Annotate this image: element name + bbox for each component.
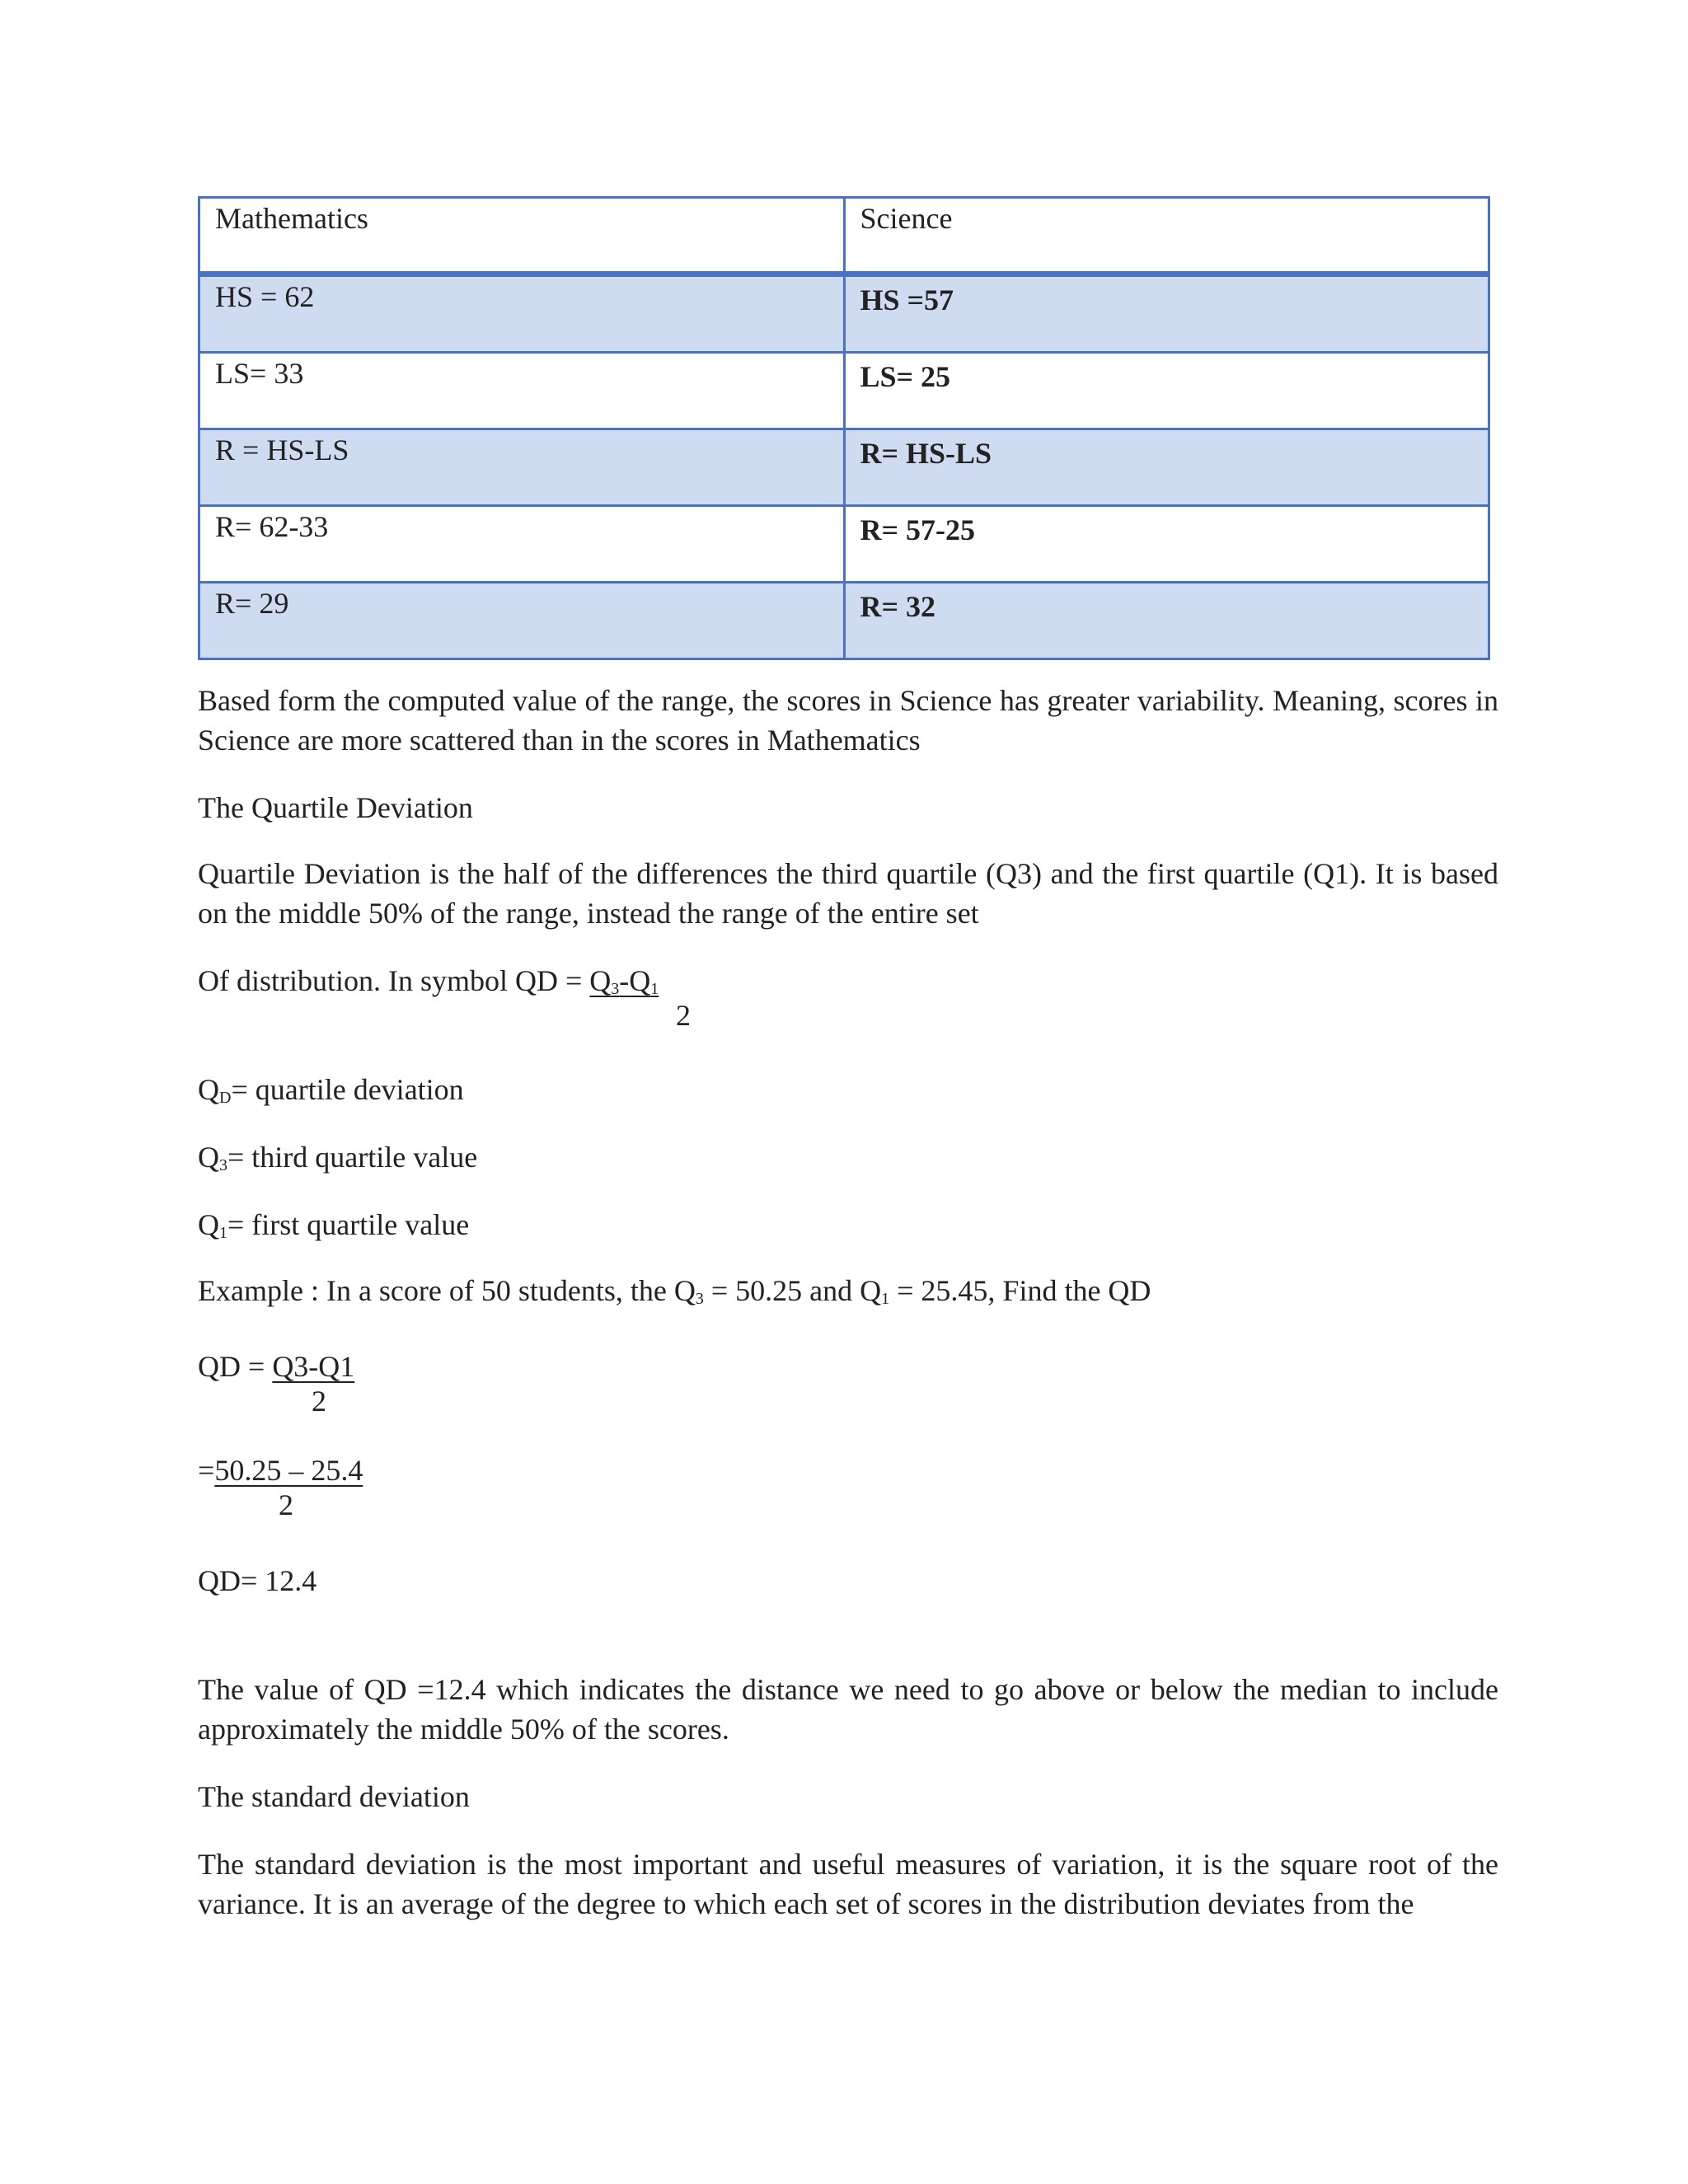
example-text: = 50.25 and Q xyxy=(703,1274,882,1307)
q1-symbol: Q xyxy=(629,964,651,997)
range-comparison-table xyxy=(198,196,1490,660)
q1-subscript: 1 xyxy=(650,980,659,998)
science-cell: HS =57 xyxy=(844,274,1489,353)
q3-subscript: 3 xyxy=(611,980,620,998)
formula-prefix: Of distribution. In symbol QD = xyxy=(198,964,590,997)
table-row xyxy=(199,274,1489,353)
table-row xyxy=(199,583,1489,659)
science-cell: R= HS-LS xyxy=(844,429,1489,506)
calc-prefix: QD = xyxy=(198,1350,273,1383)
table-row xyxy=(199,429,1489,506)
formula-minus: - xyxy=(619,964,630,997)
quartile-deviation-definition: Quartile Deviation is the half of the differences the third quartile (Q3) and the first quartile (Q1). It is based on the middle 50% of the range, instead the range of the entire set xyxy=(198,857,1498,930)
calc-denominator: 2 xyxy=(312,1385,326,1418)
def-subscript: 3 xyxy=(219,1156,227,1174)
def-text: = first quartile value xyxy=(227,1208,470,1241)
qd-formula-line xyxy=(198,961,659,1005)
def-text: = quartile deviation xyxy=(231,1073,464,1106)
calc-substitution xyxy=(198,1451,363,1490)
science-cell: R= 32 xyxy=(844,583,1489,659)
header-mathematics: Mathematics xyxy=(199,198,845,274)
formula-numerator xyxy=(589,964,659,997)
formula-denominator: 2 xyxy=(676,999,691,1032)
definition-qd xyxy=(198,1070,464,1114)
example-subscript: 1 xyxy=(881,1290,890,1308)
qd-result: QD= 12.4 xyxy=(198,1564,317,1597)
def-subscript: 1 xyxy=(219,1224,227,1242)
calc-prefix: = xyxy=(198,1454,215,1487)
calc-numerator: Q3-Q1 xyxy=(272,1350,355,1383)
definition-q1 xyxy=(198,1205,469,1249)
qd-interpretation-paragraph: The value of QD =12.4 which indicates the distance we need to go above or below the median to include approximately the middle 50% of the scores. xyxy=(198,1673,1498,1746)
example-subscript: 3 xyxy=(695,1290,704,1308)
science-cell: LS= 25 xyxy=(844,353,1489,429)
math-cell: HS = 62 xyxy=(199,274,845,353)
standard-deviation-paragraph: The standard deviation is the most important and useful measures of variation, it is the square root of the variance. It is an average of the degree to which each set of scores in the distribution deviates from the xyxy=(198,1848,1498,1920)
calc-denominator: 2 xyxy=(279,1488,293,1521)
def-symbol: Q xyxy=(198,1073,219,1106)
q3-symbol: Q xyxy=(589,964,612,997)
math-cell: R= 62-33 xyxy=(199,506,845,583)
def-symbol: Q xyxy=(198,1141,219,1174)
math-cell: R= 29 xyxy=(199,583,845,659)
example-text: Example : In a score of 50 students, the Q xyxy=(198,1274,696,1307)
range-conclusion-paragraph: Based form the computed value of the range, the scores in Science has greater variability. Meaning, scores in Science are more scattered than in the scores in Mathematics xyxy=(198,684,1498,757)
example-text: = 25.45, Find the QD xyxy=(889,1274,1151,1307)
header-science: Science xyxy=(844,198,1489,274)
math-cell: R = HS-LS xyxy=(199,429,845,506)
def-symbol: Q xyxy=(198,1208,219,1241)
table-row xyxy=(199,353,1489,429)
calc-formula xyxy=(198,1347,354,1386)
definition-q3 xyxy=(198,1137,477,1182)
table-row xyxy=(199,506,1489,583)
table-header-row xyxy=(199,198,1489,274)
standard-deviation-heading: The standard deviation xyxy=(198,1780,470,1813)
def-subscript: D xyxy=(219,1089,232,1107)
science-cell: R= 57-25 xyxy=(844,506,1489,583)
quartile-deviation-heading: The Quartile Deviation xyxy=(198,791,473,824)
def-text: = third quartile value xyxy=(227,1141,478,1174)
math-cell: LS= 33 xyxy=(199,353,845,429)
calc-numerator: 50.25 – 25.4 xyxy=(214,1454,363,1487)
example-statement xyxy=(198,1271,1151,1315)
